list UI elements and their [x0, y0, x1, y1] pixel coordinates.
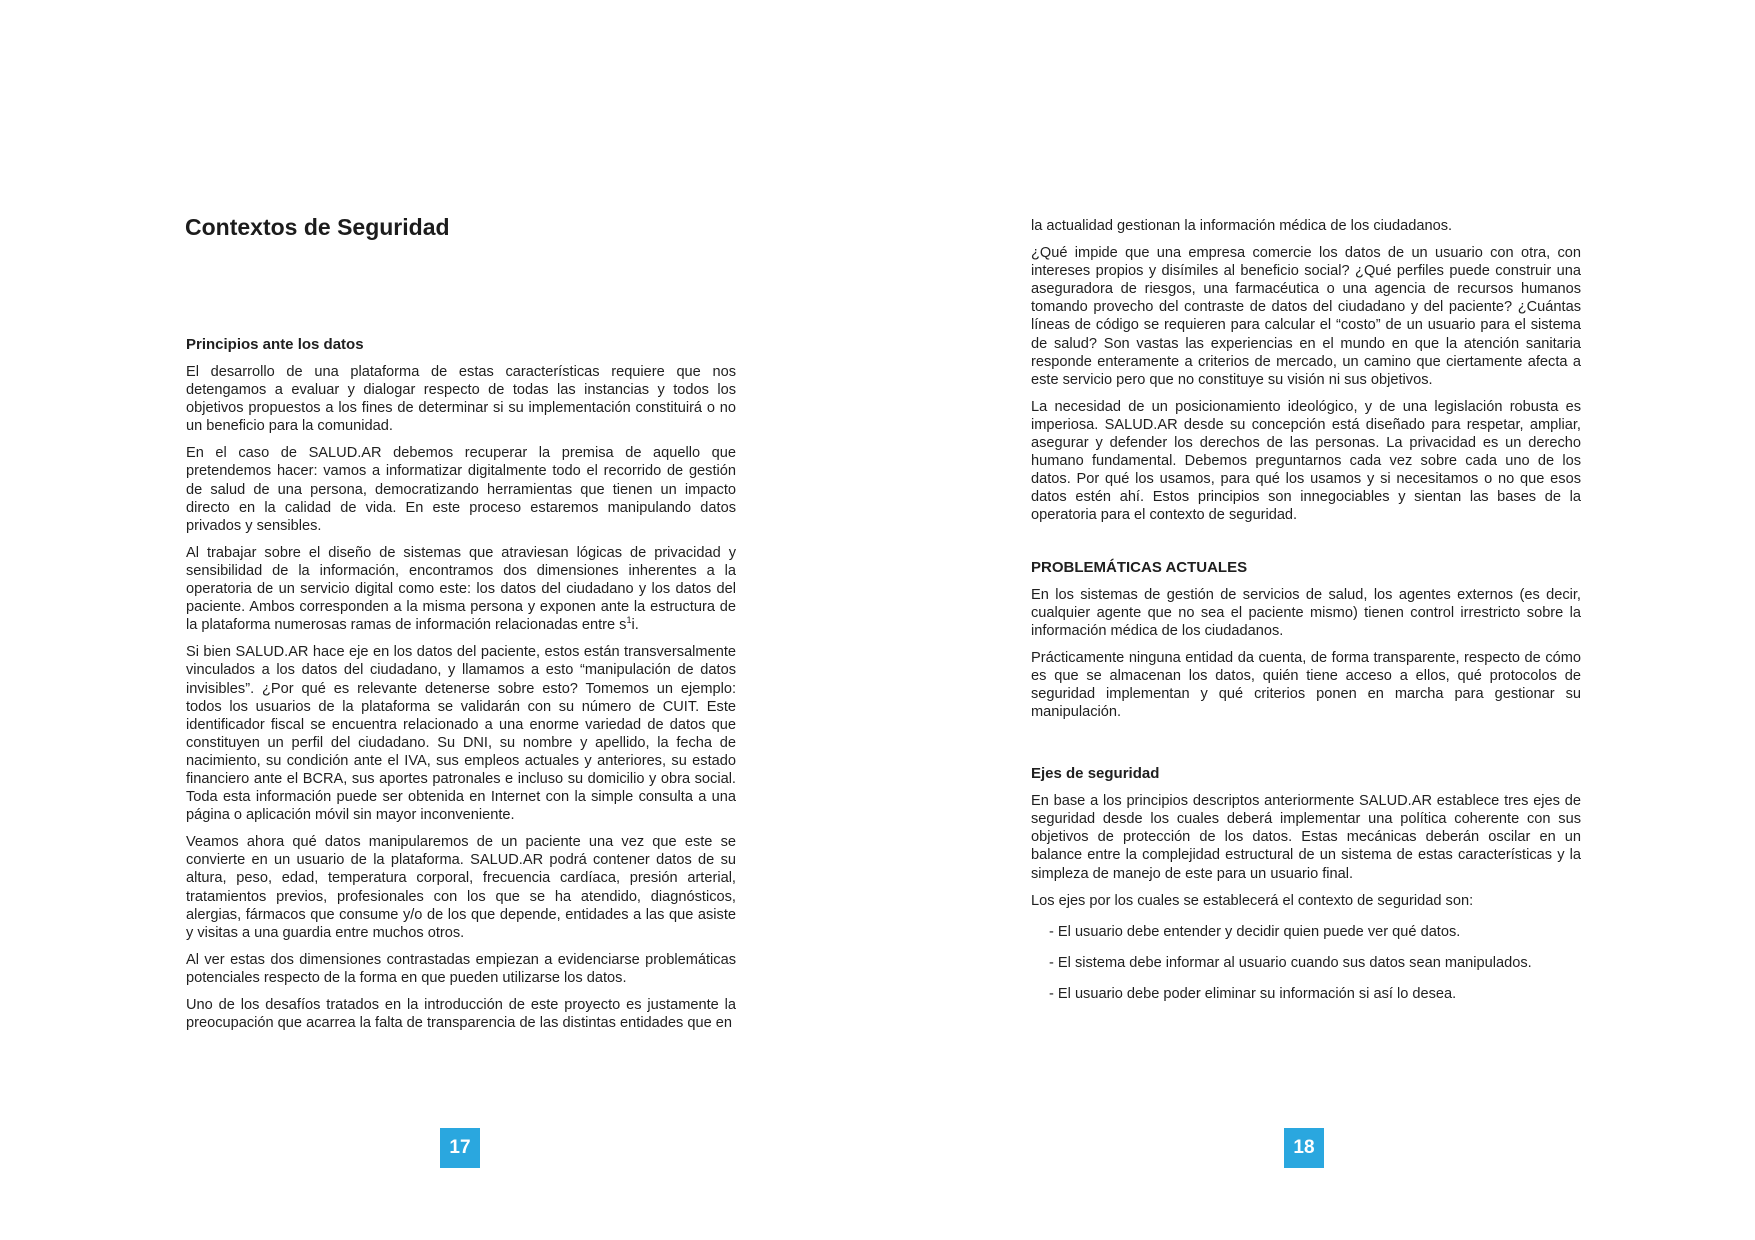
paragraph: Uno de los desafíos tratados en la introducción de este proyecto es justamente la preocupación que acarrea la falta de transparencia de las distintas entidades que en [186, 997, 736, 1032]
paragraph-text: Al trabajar sobre el diseño de sistemas que atraviesan lógicas de privacidad y sensibilidad de la información, encontramos dos dimensiones inherentes a la operatoria de un servicio digital como este: los datos del ciudadano y los datos del paciente. Ambos corresponden a la misma persona y exponen ante la estructura de la plataforma numerosas ramas de información relacionadas entre s [186, 544, 736, 634]
footnote-mark: 1 [626, 615, 632, 626]
paragraph: Prácticamente ninguna entidad da cuenta, de forma transparente, respecto de cómo es que se almacenan los datos, quién tiene acceso a ellos, qué protocolos de seguridad implementan y qué criterios ponen en marcha para gestionar su manipulación. [1031, 649, 1581, 721]
section-heading-security-axes: Ejes de seguridad [1031, 765, 1160, 783]
list-item: - El usuario debe entender y decidir quien puede ver qué datos. [1049, 923, 1461, 940]
list-item: - El sistema debe informar al usuario cuando sus datos sean manipulados. [1049, 954, 1532, 971]
paragraph: Veamos ahora qué datos manipularemos de un paciente una vez que este se convierte en un usuario de la plataforma. SALUD.AR podrá contener datos de su altura, peso, edad, temperatura corporal, frecuencia cardíaca, presión arterial, tratamientos previos, profesionales con los que se ha atendido, diagnósticos, alergias, fármacos que consume y/o de los que depende, entidades a las que asiste y visitas a una guardia entre muchos otros. [186, 834, 736, 941]
paragraph-text-tail: i. [631, 617, 639, 634]
right-text-column [1031, 217, 1581, 1016]
paragraph: la actualidad gestionan la información médica de los ciudadanos. [1031, 218, 1453, 234]
paragraph [186, 544, 736, 634]
paragraph: En el caso de SALUD.AR debemos recuperar la premisa de aquello que pretendemos hacer: vamos a informatizar digitalmente todo el recorrido de gestión de salud de una persona, democratizando herramientas que tienen un impacto directo en la calidad de vida. En este proceso estaremos manipulando datos privados y sensibles. [186, 445, 736, 534]
paragraph: Los ejes por los cuales se establecerá el contexto de seguridad son: [1031, 892, 1474, 909]
security-axes-list [1031, 923, 1581, 1003]
left-page [0, 0, 877, 1240]
chapter-title: Contextos de Seguridad [185, 214, 450, 240]
right-page [878, 0, 1755, 1240]
paragraph: La necesidad de un posicionamiento ideológico, y de una legislación robusta es imperiosa. SALUD.AR desde su concepción está diseñado para respetar, ampliar, asegurar y defender los derechos de las personas. La privacidad es un derecho humano fundamental. Debemos preguntarnos cada vez sobre cada uno de los datos. Por qué los usamos, para qué los usamos y si necesitamos o no que esos datos estén ahí. Estos principios son innegociables y sientan las bases de la operatoria para el contexto de seguridad. [1031, 398, 1581, 524]
page-number-badge: 18 [1284, 1128, 1324, 1168]
left-text-column [186, 336, 736, 1041]
section-heading-problems: PROBLEMÁTICAS ACTUALES [1031, 558, 1248, 576]
paragraph: Al ver estas dos dimensiones contrastadas empiezan a evidenciarse problemáticas potenciales respecto de la forma en que pueden utilizarse los datos. [186, 951, 736, 986]
paragraph: El desarrollo de una plataforma de estas características requiere que nos detengamos a evaluar y dialogar respecto de todas las instancias y todos los objetivos propuestos a los fines de determinar si su implementación constituirá o no un beneficio para la comunidad. [186, 364, 736, 435]
paragraph: En base a los principios descriptos anteriormente SALUD.AR establece tres ejes de seguridad desde los cuales deberá implementar una política coherente con sus objetivos de protección de los datos. Estas mecánicas deberán oscilar en un balance entre la complejidad estructural de un sistema de estas características y la simpleza de manejo de este para un usuario final. [1031, 793, 1581, 882]
page-number-badge: 17 [440, 1128, 480, 1168]
section-heading-principles: Principios ante los datos [186, 336, 364, 353]
list-item: - El usuario debe poder eliminar su información si así lo desea. [1049, 985, 1457, 1002]
paragraph: Si bien SALUD.AR hace eje en los datos del paciente, estos están transversalmente vinculados a los datos del ciudadano, y llamamos a esto “manipulación de datos invisibles”. ¿Por qué es relevante detenerse sobre esto? Tomemos un ejemplo: todos los usuarios de la plataforma se validarán con su número de CUIT. Este identificador fiscal se encuentra relacionado a una enorme variedad de datos que constituyen un perfil del ciudadano. Su DNI, su nombre y apellido, la fecha de nacimiento, su condición ante el IVA, sus empleos actuales y anteriores, su estado financiero ante el BCRA, sus aportes patronales e incluso su domicilio y obra social. Toda esta información puede ser obtenida en Internet con la simple consulta a una página o aplicación móvil sin mayor inconveniente. [186, 644, 736, 824]
paragraph: ¿Qué impide que una empresa comercie los datos de un usuario con otra, con intereses propios y disímiles al beneficio social? ¿Qué perfiles puede construir una aseguradora de riesgos, una farmacéutica o una agencia de recursos humanos tomando provecho del contraste de datos del ciudadano y del paciente? ¿Cuántas líneas de código se requieren para calcular el “costo” de un usuario para el sistema de salud? Son vastas las experiencias en el mundo en que la atención sanitaria responde enteramente a criterios de mercado, un camino que ciertamente afecta a este servicio pero que no constituye su visión ni sus objetivos. [1031, 245, 1581, 388]
paragraph: En los sistemas de gestión de servicios de salud, los agentes externos (es decir, cualquier agente que no sea el paciente mismo) tienen control irrestricto sobre la información médica de los ciudadanos. [1031, 586, 1581, 639]
